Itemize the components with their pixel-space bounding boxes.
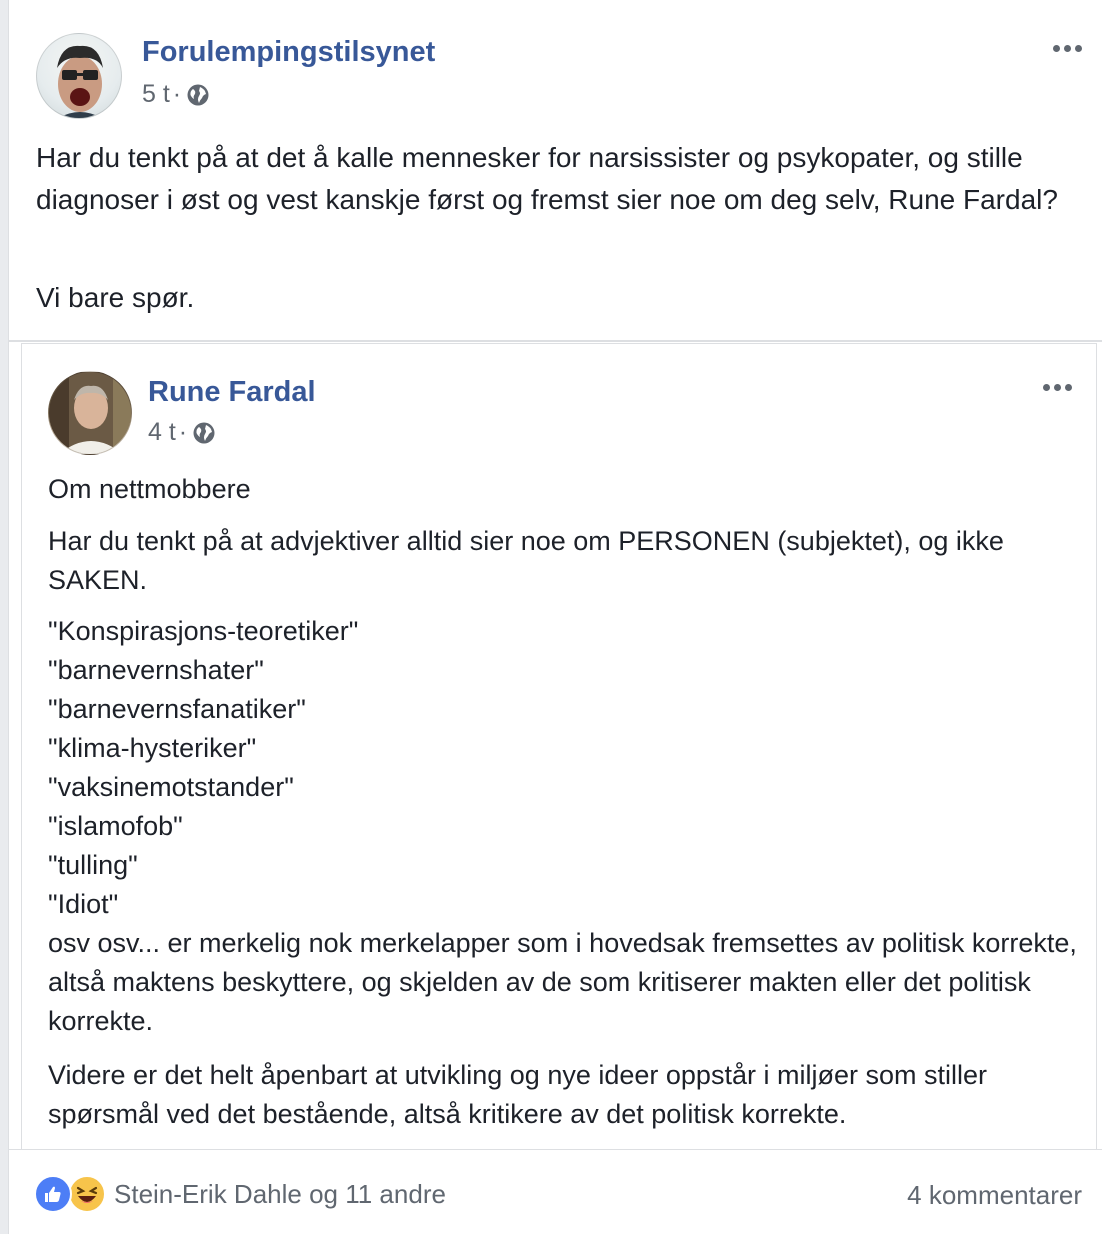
shared-timestamp[interactable]: 4 t — [148, 418, 176, 446]
list-item: "vaksinemotstander" — [48, 772, 294, 802]
globe-icon[interactable] — [192, 421, 216, 445]
meta-separator: · — [178, 418, 188, 446]
meta-separator: · — [172, 80, 182, 108]
shared-author-name[interactable]: Rune Fardal — [148, 376, 316, 408]
shared-paragraph-final: Videre er det helt åpenbart at utvikling og nye ideer oppstår i miljøer som stiller spørsmål ved det bestående, altså kritikere av det politisk korrekte. — [48, 1060, 987, 1129]
more-options-icon[interactable] — [1053, 45, 1082, 52]
section-divider — [9, 340, 1102, 342]
reactions-summary[interactable] — [34, 1175, 446, 1213]
post-timestamp[interactable]: 5 t — [142, 80, 170, 108]
shared-author-avatar[interactable] — [48, 371, 132, 455]
list-item: "islamofob" — [48, 811, 183, 841]
post-text-second: Vi bare spør. — [36, 282, 195, 313]
comments-count[interactable]: 4 kommentarer — [907, 1180, 1082, 1210]
shared-label-list — [48, 612, 1078, 1041]
like-reaction-icon[interactable] — [34, 1175, 72, 1213]
shared-meta — [148, 418, 216, 447]
more-options-icon[interactable] — [1043, 384, 1072, 391]
shared-title: Om nettmobbere — [48, 474, 251, 504]
post-meta — [142, 80, 210, 109]
globe-icon[interactable] — [186, 83, 210, 107]
author-name[interactable]: Forulempingstilsynet — [142, 36, 436, 68]
list-item: "klima-hysteriker" — [48, 733, 257, 763]
list-item: "tulling" — [48, 850, 138, 880]
post-text: Har du tenkt på at det å kalle mennesker for narsissister og psykopater, og stille diagnoser i øst og vest kanskje først og fremst sier noe om deg selv, Rune Fardal? — [36, 142, 1058, 215]
list-item: "barnevernshater" — [48, 655, 264, 685]
list-item: "Idiot" — [48, 889, 119, 919]
shared-post[interactable] — [21, 343, 1097, 1149]
reactors-text[interactable]: Stein-Erik Dahle og 11 andre — [114, 1178, 446, 1209]
list-item: "barnevernsfanatiker" — [48, 694, 306, 724]
post-card — [8, 0, 1102, 1234]
list-item: "Konspirasjons-teoretiker" — [48, 616, 359, 646]
author-avatar[interactable] — [36, 33, 122, 119]
list-item: osv osv... er merkelig nok merkelapper som i hovedsak fremsettes av politisk korrekte, altså maktens beskyttere, og skjelden av de som kritiserer makten eller det politisk korrekte. — [48, 928, 1077, 1036]
haha-reaction-icon[interactable] — [68, 1175, 106, 1213]
shared-paragraph: Har du tenkt på at advjektiver alltid sier noe om PERSONEN (subjektet), og ikke SAKEN. — [48, 526, 1004, 595]
footer-divider — [9, 1149, 1102, 1150]
